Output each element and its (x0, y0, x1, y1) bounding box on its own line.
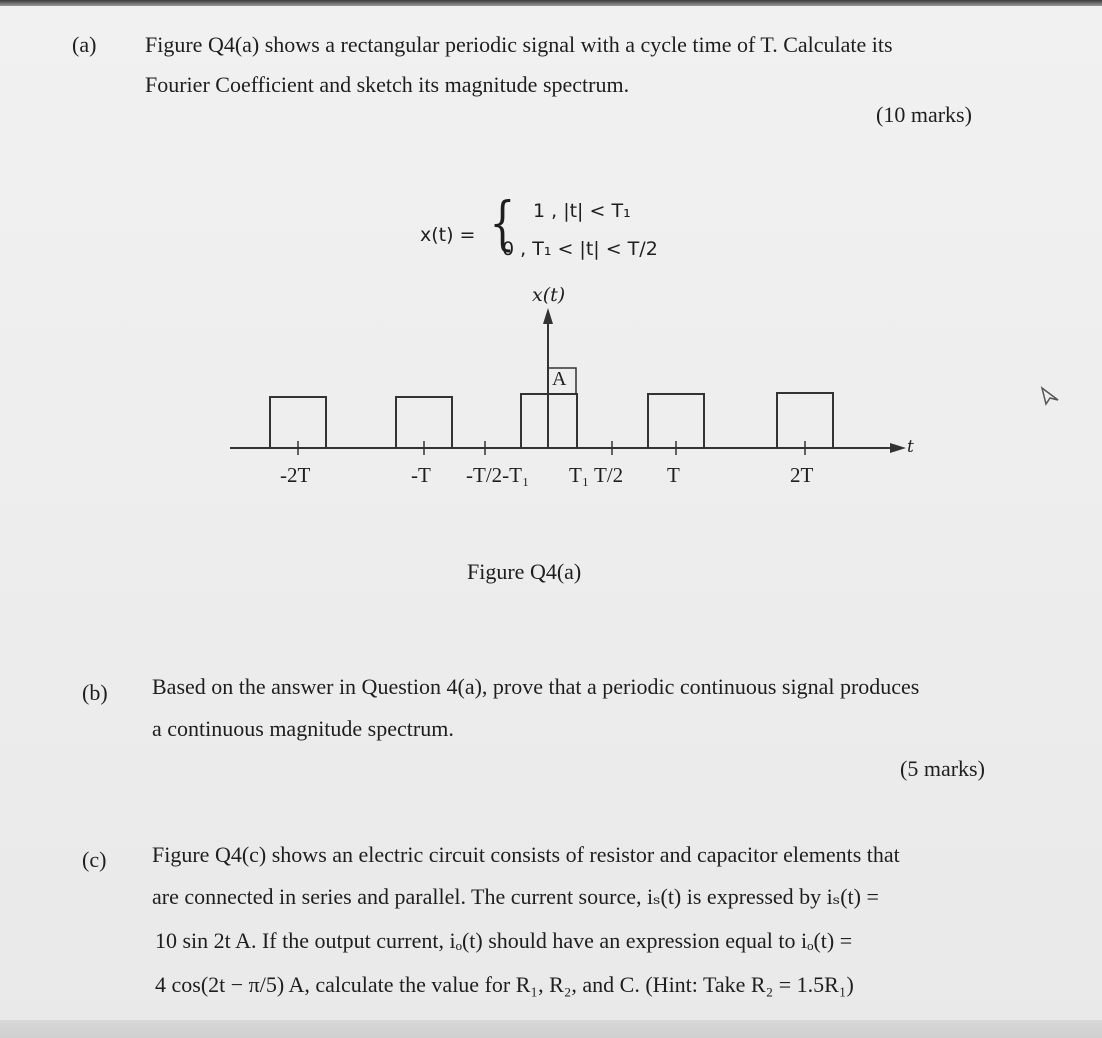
tick-label-T1-T2: T₁ T/2 (569, 463, 624, 487)
part-b-label: (b) (82, 680, 108, 705)
equation-brace: { (489, 189, 516, 257)
part-c-text-line1: Figure Q4(c) shows an electric circuit consists of resistor and capacitor elements that (152, 842, 900, 867)
tick-label-minus-T: -T (411, 463, 431, 487)
equation-lhs: x(t) = (420, 224, 476, 246)
pulse-2T (777, 393, 833, 448)
cursor-icon (1042, 388, 1058, 404)
pulse-minus-T (396, 397, 452, 448)
part-b-text-line2: a continuous magnitude spectrum. (152, 716, 454, 741)
amplitude-label: A (552, 368, 567, 390)
part-b-marks: (5 marks) (900, 756, 985, 781)
part-c-text-line3: 10 sin 2t A. If the output current, iₒ(t) should have an expression equal to iₒ(t) = (155, 928, 853, 953)
pulse-T (648, 394, 704, 448)
part-c-text-line2: are connected in series and parallel. The current source, iₛ(t) is expressed by iₛ(t) = (152, 884, 879, 909)
vertical-axis-arrow (543, 308, 553, 324)
t-axis-label: t (907, 437, 914, 457)
part-a-label: (a) (72, 32, 97, 57)
equation-case2: 0 , T₁ < |t| < T/2 (502, 238, 658, 260)
part-c-label: (c) (82, 847, 107, 872)
page-bottom-edge (0, 1020, 1102, 1038)
part-a-text-line2: Fourier Coefficient and sketch its magnitude spectrum. (145, 72, 630, 97)
tick-label-minus-T2-T1: -T/2-T₁ (466, 463, 530, 487)
pulse-minus-2T (270, 397, 326, 448)
figure-caption: Figure Q4(a) (467, 559, 582, 584)
tick-label-T: T (667, 463, 680, 487)
tick-label-2T: 2T (790, 463, 814, 487)
y-axis-label: x(t) (532, 284, 566, 306)
tick-label-minus-2T: -2T (280, 463, 311, 487)
part-a-text-line1: Figure Q4(a) shows a rectangular periodic signal with a cycle time of T. Calculate its (145, 32, 893, 57)
part-b-text-line1: Based on the answer in Question 4(a), prove that a periodic continuous signal produces (152, 674, 920, 699)
part-c-text-line4: 4 cos(2t − π/5) A, calculate the value for R₁, R₂, and C. (Hint: Take R₂ = 1.5R₁) (155, 972, 854, 997)
part-a-marks: (10 marks) (876, 102, 972, 127)
time-axis-arrow (890, 443, 906, 453)
equation-case1: 1 , |t| < T₁ (533, 200, 631, 222)
